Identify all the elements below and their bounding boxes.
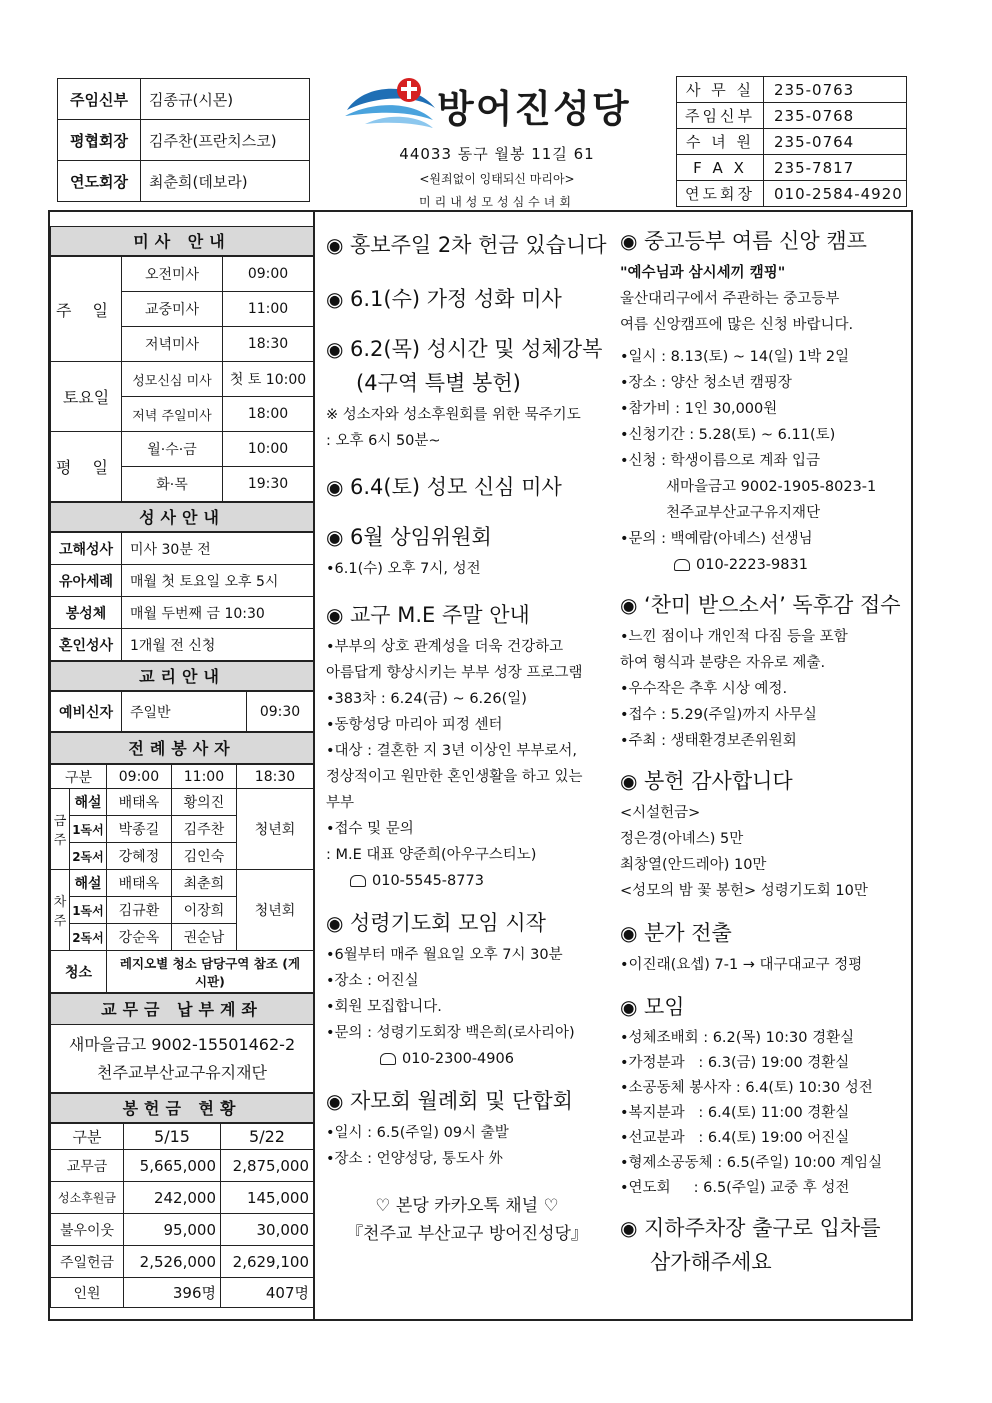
notice-line: •주최 : 생태환경보존위원회 xyxy=(620,733,797,749)
notice-line: 천주교부산교구유지재단 xyxy=(666,505,821,521)
label: 혼인성사 xyxy=(51,629,122,661)
next-week-label: 차 주 xyxy=(51,870,70,951)
notice-heading xyxy=(620,918,908,948)
mass-time: 18:30 xyxy=(223,327,314,362)
value: 김주찬(프란치스코) xyxy=(141,120,310,161)
header-cell: 5/15 xyxy=(124,1124,221,1150)
doctrine-table xyxy=(50,691,314,732)
header-cell: 5/22 xyxy=(221,1124,314,1150)
header-cell: 18:30 xyxy=(236,765,313,789)
notice-line: •성체조배회 : 6.2(목) 10:30 경환실 xyxy=(620,1030,855,1046)
notice-line: •신청 : 학생이름으로 계좌 입금 xyxy=(620,453,820,469)
role: 1독서 xyxy=(70,897,107,924)
heading-text: (4구역 특별 봉헌) xyxy=(356,371,521,395)
amount: 5,665,000 xyxy=(124,1150,221,1182)
amount: 145,000 xyxy=(221,1182,314,1214)
header-left-table xyxy=(57,78,310,202)
notice-line: 여름 신앙캠프에 많은 신청 바랍니다. xyxy=(620,317,854,333)
server-group: 청년회 xyxy=(236,870,313,951)
notice-heading xyxy=(326,1086,608,1116)
notice-line: •문의 : 백예람(아녜스) 선생님 xyxy=(620,531,813,547)
label: 주일헌금 xyxy=(51,1246,124,1278)
bullet-icon: ◉ xyxy=(326,603,344,627)
notice-line: •신청기간 : 5.28(토) ~ 6.11(토) xyxy=(620,427,836,443)
middle-column xyxy=(326,224,608,1248)
notice-line: •부부의 상호 관계성을 더욱 건강하고 xyxy=(326,639,564,655)
notice-line: •연도회 : 6.5(주일) 교중 후 성전 xyxy=(620,1180,850,1196)
value: 주일반 xyxy=(122,692,247,732)
label: 고해성사 xyxy=(51,533,122,565)
notice-line: •대상 : 결혼한 지 3년 이상인 부부로서, xyxy=(326,743,578,759)
header-cell: 구분 xyxy=(51,1124,124,1150)
mass-name: 오전미사 xyxy=(122,257,223,292)
heading-text: 모임 xyxy=(644,995,685,1019)
role: 해설 xyxy=(70,870,107,897)
mass-name: 교중미사 xyxy=(122,292,223,327)
notice-heading xyxy=(620,992,908,1022)
server-name: 박종길 xyxy=(106,816,171,843)
notice-line: •참가비 : 1인 30,000원 xyxy=(620,401,778,417)
doctrine-title: 교리안내 xyxy=(50,661,314,691)
weekday-label: 평 일 xyxy=(51,432,122,502)
notice-line: •접수 : 5.29(주일)까지 사무실 xyxy=(620,707,817,723)
server-name: 김주찬 xyxy=(171,816,236,843)
server-name: 배태옥 xyxy=(106,870,171,897)
server-name: 강순옥 xyxy=(106,924,171,951)
notice-line: •회원 모집합니다. xyxy=(326,999,442,1015)
value: 미사 30분 전 xyxy=(122,533,314,565)
notice-line: •우수작은 추후 시상 예정. xyxy=(620,681,788,697)
notice-line: <시설헌금> xyxy=(620,805,701,821)
phone-icon xyxy=(380,1053,396,1065)
offering-table xyxy=(50,1123,314,1308)
role: 1독서 xyxy=(70,816,107,843)
notice-heading xyxy=(326,600,608,630)
mass-time: 19:30 xyxy=(223,467,314,502)
bullet-icon: ◉ xyxy=(620,1216,638,1240)
notice-line: •일시 : 8.13(토) ~ 14(일) 1박 2일 xyxy=(620,349,850,365)
notice-line: 울산대리구에서 주관하는 중고등부 xyxy=(620,291,840,307)
account-number: 새마을금고 9002-15501462-2 xyxy=(68,1035,296,1054)
notice-line: •소공동체 봉사자 : 6.4(토) 10:30 성전 xyxy=(620,1080,873,1096)
bullet-icon: ◉ xyxy=(326,233,344,257)
kakao-channel-line: ♡ 본당 카카오톡 채널 ♡ xyxy=(375,1196,559,1216)
mass-name: 월·수·금 xyxy=(122,432,223,467)
label: 봉성체 xyxy=(51,597,122,629)
sunday-label: 주 일 xyxy=(51,257,122,362)
sacrament-table xyxy=(50,532,314,661)
heading-text: 6.1(수) 가정 성화 미사 xyxy=(350,287,562,311)
notice-heading xyxy=(326,284,608,314)
notice-line: 하여 형식과 분량은 자유로 제출. xyxy=(620,655,826,671)
count: 396명 xyxy=(124,1278,221,1308)
label: 사 무 실 xyxy=(677,77,764,103)
mass-time: 10:00 xyxy=(223,432,314,467)
label: 평협회장 xyxy=(58,120,141,161)
contact-table xyxy=(676,76,907,207)
notice-line: •동항성당 마리아 피정 센터 xyxy=(326,717,503,733)
heading-text: 분가 전출 xyxy=(644,921,732,945)
notice-line: 아름답게 향상시키는 부부 성장 프로그램 xyxy=(326,665,583,681)
label: 연도회장 xyxy=(58,161,141,202)
server-name: 최춘희 xyxy=(171,870,236,897)
amount: 95,000 xyxy=(124,1214,221,1246)
notice-line: •문의 : 성령기도회장 백은희(로사리아) xyxy=(326,1025,575,1041)
bullet-icon: ◉ xyxy=(620,995,638,1019)
phone-number: 010-2300-4906 xyxy=(402,1051,514,1067)
right-column xyxy=(620,220,908,1281)
bullet-icon: ◉ xyxy=(326,911,344,935)
notice-heading xyxy=(326,334,608,364)
bullet-icon: ◉ xyxy=(326,287,344,311)
time: 09:30 xyxy=(247,692,314,732)
server-name: 황의진 xyxy=(171,789,236,816)
bullet-icon: ◉ xyxy=(620,921,638,945)
phone: 235-0763 xyxy=(764,77,907,103)
phone-icon xyxy=(674,559,690,571)
phone: 235-0764 xyxy=(764,129,907,155)
notice-line: •형제소공동체 : 6.5(주일) 10:00 계임실 xyxy=(620,1155,883,1171)
label: 주임신부 xyxy=(677,103,764,129)
notice-line: 부부 xyxy=(326,795,355,811)
mass-time: 11:00 xyxy=(223,292,314,327)
heading-text: 봉헌 감사합니다 xyxy=(644,769,793,793)
bullet-icon: ◉ xyxy=(620,593,638,617)
phone: 235-0768 xyxy=(764,103,907,129)
amount: 30,000 xyxy=(221,1214,314,1246)
role: 해설 xyxy=(70,789,107,816)
sisters-name: 미리내성모성심수녀회 xyxy=(419,195,575,209)
header-cell: 09:00 xyxy=(106,765,171,789)
notice-heading xyxy=(620,226,908,256)
notice-line: <성모의 밤 꽃 봉헌> 성령기도회 10만 xyxy=(620,883,868,899)
this-week-label: 금 주 xyxy=(51,789,70,870)
servers-title: 전례봉사자 xyxy=(50,732,314,764)
note-text: : 오후 6시 50분~ xyxy=(326,433,441,449)
heading-text: 자모회 월례회 및 단합회 xyxy=(350,1089,573,1113)
header-cell: 11:00 xyxy=(171,765,236,789)
server-group: 청년회 xyxy=(236,789,313,870)
heading-text: 6월 상임위원회 xyxy=(350,525,492,549)
count: 407명 xyxy=(221,1278,314,1308)
notice-heading xyxy=(620,590,908,620)
label: 주임신부 xyxy=(58,79,141,120)
value: 1개월 전 신청 xyxy=(122,629,314,661)
mass-table xyxy=(50,256,314,502)
notice-line: •383차 : 6.24(금) ~ 6.26(일) xyxy=(326,691,527,707)
notice-heading xyxy=(326,522,608,552)
notice-line: •일시 : 6.5(주일) 09시 출발 xyxy=(326,1125,509,1141)
notice-heading xyxy=(326,472,608,502)
label: 불우이웃 xyxy=(51,1214,124,1246)
bullet-icon: ◉ xyxy=(620,769,638,793)
phone-icon xyxy=(350,875,366,887)
header-cell: 구분 xyxy=(51,765,107,789)
address: 44033 동구 월봉 11길 61 xyxy=(399,145,595,163)
phone-line xyxy=(620,552,908,578)
church-name: 방어진성당 xyxy=(437,87,631,131)
bullet-icon: ◉ xyxy=(326,337,344,361)
cleaning-text: 레지오별 청소 담당구역 참조 (게시판) xyxy=(106,951,313,993)
server-name: 배태옥 xyxy=(106,789,171,816)
amount: 2,629,100 xyxy=(221,1246,314,1278)
mass-name: 저녁 주일미사 xyxy=(122,397,223,432)
notice-line: •6월부터 매주 월요일 오후 7시 30분 xyxy=(326,947,563,963)
notice-line: 정상적이고 원만한 혼인생활을 하고 있는 xyxy=(326,769,583,785)
left-column xyxy=(50,226,314,1308)
phone: 010-2584-4920 xyxy=(764,181,907,207)
label: F A X xyxy=(677,155,764,181)
bullet-icon: ◉ xyxy=(326,1089,344,1113)
saturday-label: 토요일 xyxy=(51,362,122,432)
phone-number: 010-5545-8773 xyxy=(372,873,484,889)
heading-text: 삼가해주세요 xyxy=(650,1250,772,1274)
heading-text: 교구 M.E 주말 안내 xyxy=(350,603,530,627)
account-box xyxy=(50,1025,314,1093)
notice-line: "예수님과 삼시세끼 캠핑" xyxy=(620,265,786,281)
notice-line: 정은경(아녜스) 5만 xyxy=(620,831,744,847)
notice-line: •장소 : 언양성당, 통도사 外 xyxy=(326,1151,504,1167)
cleaning-label: 청소 xyxy=(51,951,107,993)
heading-text: 6.2(목) 성시간 및 성체강복 xyxy=(350,337,603,361)
account-holder: 천주교부산교구유지재단 xyxy=(96,1063,268,1082)
heading-text: 6.4(토) 성모 신심 미사 xyxy=(350,475,562,499)
note-text: ※ 성소자와 성소후원회를 위한 묵주기도 xyxy=(326,407,581,423)
phone-line xyxy=(326,1046,608,1072)
amount: 242,000 xyxy=(124,1182,221,1214)
kakao-channel-name: 『천주교 부산교구 방어진성당』 xyxy=(346,1224,588,1244)
notice-line: •이진래(요셉) 7-1 → 대구대교구 정평 xyxy=(620,957,863,973)
label: 연도회장 xyxy=(677,181,764,207)
mass-title: 미사 안내 xyxy=(50,226,314,256)
role: 2독서 xyxy=(70,924,107,951)
heading-text: ‘찬미 받으소서’ 독후감 접수 xyxy=(644,593,901,617)
server-name: 김인숙 xyxy=(171,843,236,870)
notice-line: •6.1(수) 오후 7시, 성전 xyxy=(326,561,481,577)
motto: <원죄없이 잉태되신 마리아> xyxy=(419,172,575,186)
bullet-icon: ◉ xyxy=(326,475,344,499)
heading-text: 중고등부 여름 신앙 캠프 xyxy=(644,229,867,253)
value: 매월 첫 토요일 오후 5시 xyxy=(122,565,314,597)
notice-line: •장소 : 양산 청소년 캠핑장 xyxy=(620,375,792,391)
heading-text: 성령기도회 모임 시작 xyxy=(350,911,546,935)
notice-line: •접수 및 문의 xyxy=(326,821,414,837)
notice-line: 새마을금고 9002-1905-8023-1 xyxy=(666,479,877,495)
notice-heading xyxy=(326,908,608,938)
mass-name: 성모신심 미사 xyxy=(122,362,223,397)
offering-title: 봉헌금 현황 xyxy=(50,1093,314,1123)
phone: 235-7817 xyxy=(764,155,907,181)
label: 성소후원금 xyxy=(51,1182,124,1214)
notice-heading xyxy=(326,230,608,260)
sacrament-title: 성사안내 xyxy=(50,502,314,532)
bullet-icon: ◉ xyxy=(326,525,344,549)
notice-line: •선교분과 : 6.4(토) 19:00 어진실 xyxy=(620,1130,850,1146)
server-name: 김규환 xyxy=(106,897,171,924)
label: 인원 xyxy=(51,1278,124,1308)
notice-heading xyxy=(620,1213,908,1243)
heading-text: 지하주차장 출구로 입차를 xyxy=(644,1216,881,1240)
label: 교무금 xyxy=(51,1150,124,1182)
phone-number: 010-2223-9831 xyxy=(696,557,808,573)
mass-time: 첫 토 10:00 xyxy=(223,362,314,397)
heading-text: 홍보주일 2차 헌금 있습니다 xyxy=(350,233,607,257)
notice-line: •가정분과 : 6.3(금) 19:00 경환실 xyxy=(620,1055,850,1071)
server-name: 권순남 xyxy=(171,924,236,951)
notice-heading xyxy=(620,766,908,796)
value: 최춘희(데보라) xyxy=(141,161,310,202)
notice-line: •장소 : 어진실 xyxy=(326,973,419,989)
servers-table xyxy=(50,764,314,993)
mass-time: 18:00 xyxy=(223,397,314,432)
mass-name: 저녁미사 xyxy=(122,327,223,362)
amount: 2,875,000 xyxy=(221,1150,314,1182)
mass-name: 화·목 xyxy=(122,467,223,502)
label: 수 녀 원 xyxy=(677,129,764,155)
notice-line: •느낀 점이나 개인적 다짐 등을 포함 xyxy=(620,629,848,645)
notice-line: •복지분과 : 6.4(토) 11:00 경환실 xyxy=(620,1105,850,1121)
amount: 2,526,000 xyxy=(124,1246,221,1278)
role: 2독서 xyxy=(70,843,107,870)
value: 매월 두번째 금 10:30 xyxy=(122,597,314,629)
notice-line: 최창열(안드레아) 10만 xyxy=(620,857,767,873)
value: 김종규(시몬) xyxy=(141,79,310,120)
mass-time: 09:00 xyxy=(223,257,314,292)
server-name: 강혜정 xyxy=(106,843,171,870)
phone-line xyxy=(326,868,608,894)
notice-line: : M.E 대표 양준희(아우구스티노) xyxy=(326,847,537,863)
bullet-icon: ◉ xyxy=(620,229,638,253)
account-title: 교무금 납부계좌 xyxy=(50,993,314,1025)
label: 예비신자 xyxy=(51,692,122,732)
label: 유아세례 xyxy=(51,565,122,597)
server-name: 이장희 xyxy=(171,897,236,924)
